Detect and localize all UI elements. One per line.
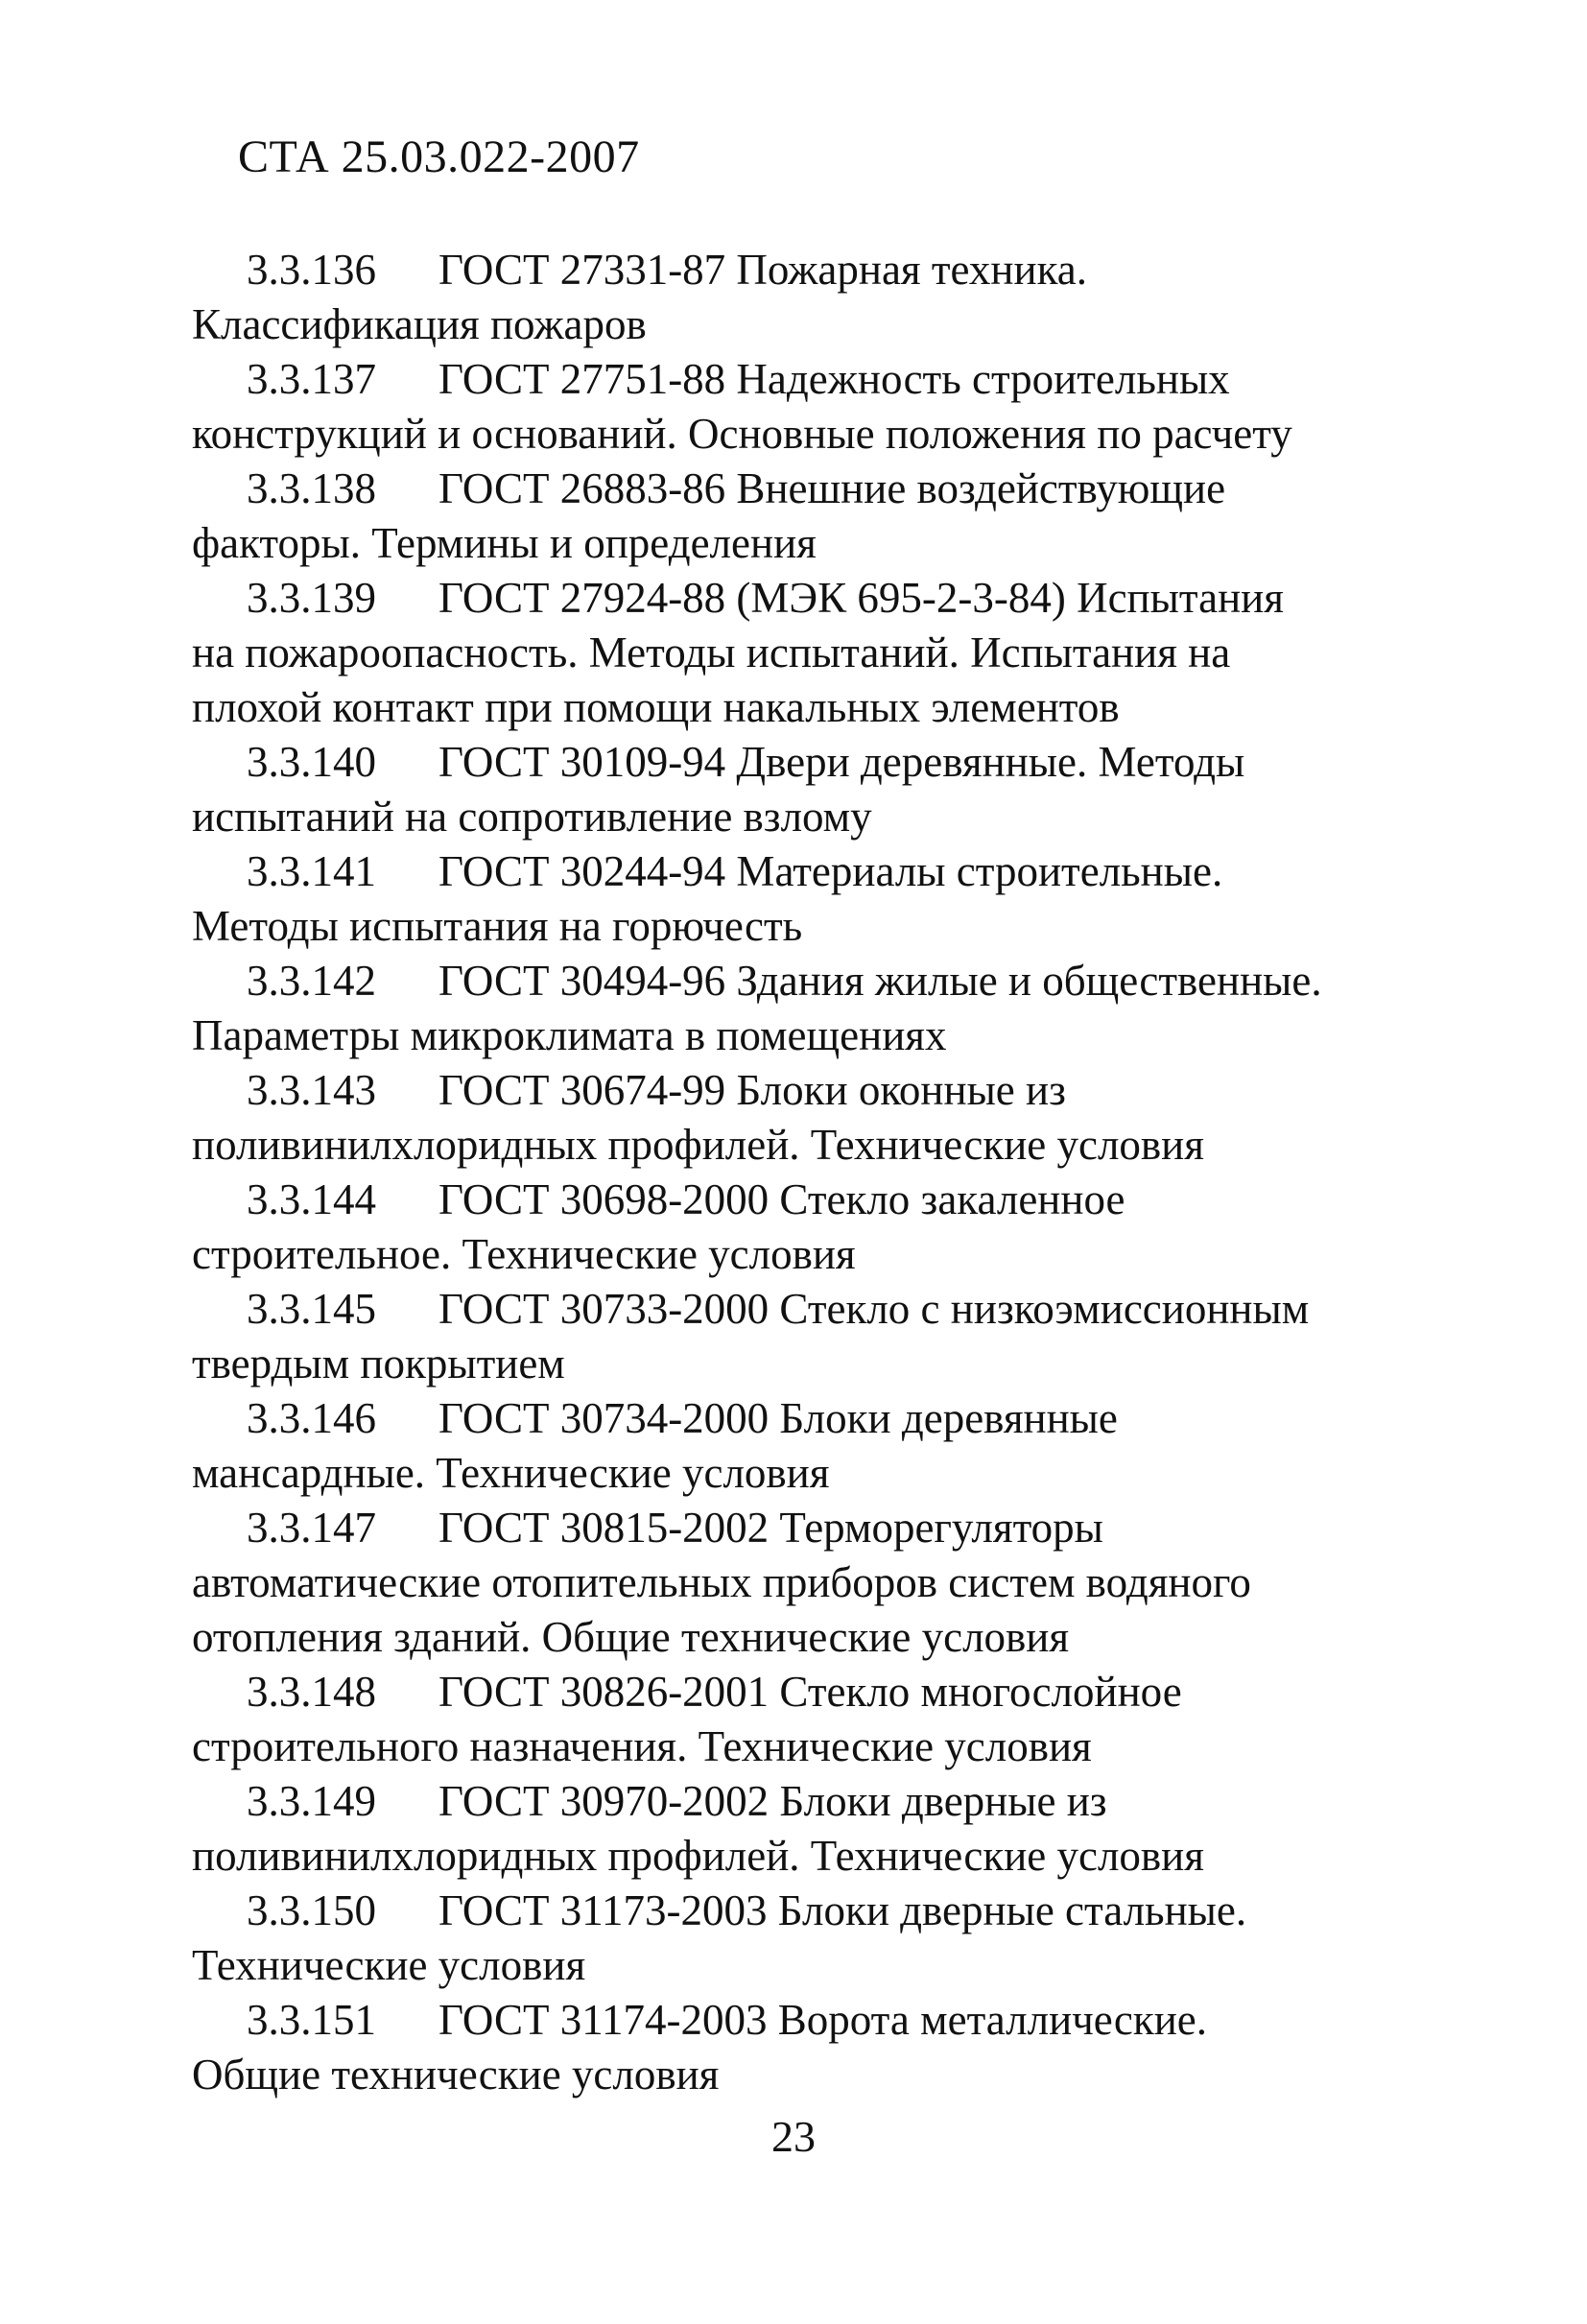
entry-text: ГОСТ 27331-87 Пожарная техника. — [438, 246, 1087, 294]
entry-first-line — [192, 1993, 1439, 2048]
entry-number: 3.3.136 — [247, 246, 376, 294]
entry-continuation-line — [192, 626, 1439, 680]
entry-text: ГОСТ 30674-99 Блоки оконные из — [438, 1066, 1066, 1114]
entry-text: ГОСТ 30815-2002 Терморегуляторы — [438, 1504, 1103, 1552]
entry-number: 3.3.143 — [247, 1066, 376, 1114]
entry-number: 3.3.149 — [247, 1777, 376, 1825]
entry-text: поливинилхлоридных профилей. Технические условия — [192, 1121, 1204, 1169]
entry-text: ГОСТ 27924-88 (МЭК 695-2-3-84) Испытания — [438, 574, 1284, 622]
entry-text: ГОСТ 30826-2001 Стекло многослойное — [438, 1668, 1182, 1716]
entry-text: ГОСТ 30734-2000 Блоки деревянные — [438, 1394, 1118, 1442]
reference-entry — [192, 735, 1439, 844]
entry-first-line — [192, 1884, 1439, 1938]
reference-entry — [192, 1501, 1439, 1665]
document-code-header: СТА 25.03.022-2007 — [238, 131, 640, 182]
entry-continuation-line — [192, 1337, 1439, 1391]
entry-number: 3.3.150 — [247, 1886, 376, 1934]
entry-first-line — [192, 844, 1439, 899]
entry-number: 3.3.140 — [247, 738, 376, 786]
reference-entry — [192, 844, 1439, 954]
entry-text: факторы. Термины и определения — [192, 519, 817, 567]
entry-number: 3.3.145 — [247, 1285, 376, 1333]
entry-text: Классификация пожаров — [192, 300, 647, 348]
entry-text: конструкций и оснований. Основные положения по расчету — [192, 410, 1292, 458]
entry-continuation-line — [192, 1555, 1439, 1610]
entry-text: ГОСТ 26883-86 Внешние воздействующие — [438, 464, 1226, 512]
entry-number: 3.3.138 — [247, 464, 376, 512]
entry-first-line — [192, 352, 1439, 407]
entry-text: ГОСТ 30109-94 Двери деревянные. Методы — [438, 738, 1245, 786]
entry-first-line — [192, 462, 1439, 516]
reference-entry — [192, 571, 1439, 735]
reference-entry — [192, 1884, 1439, 1993]
entry-continuation-line — [192, 2048, 1439, 2102]
entry-continuation-line — [192, 1719, 1439, 1774]
entry-continuation-line — [192, 680, 1439, 735]
reference-entry — [192, 352, 1439, 462]
entry-continuation-line — [192, 1118, 1439, 1173]
entry-number: 3.3.139 — [247, 574, 376, 622]
entry-text: ГОСТ 30494-96 Здания жилые и общественные. — [438, 957, 1322, 1005]
reference-entry — [192, 1665, 1439, 1774]
entry-number: 3.3.144 — [247, 1175, 376, 1223]
entry-first-line — [192, 1391, 1439, 1446]
entry-first-line — [192, 735, 1439, 790]
reference-entry — [192, 1993, 1439, 2102]
entry-text: Параметры микроклимата в помещениях — [192, 1011, 947, 1059]
entry-text: на пожароопасность. Методы испытаний. Испытания на — [192, 628, 1231, 676]
entry-number: 3.3.142 — [247, 957, 376, 1005]
entry-number: 3.3.141 — [247, 847, 376, 895]
entry-text: твердым покрытием — [192, 1340, 565, 1387]
entry-first-line — [192, 571, 1439, 626]
entry-text: поливинилхлоридных профилей. Технические условия — [192, 1832, 1204, 1880]
reference-entry — [192, 1774, 1439, 1884]
entry-continuation-line — [192, 1938, 1439, 1993]
entry-text: ГОСТ 30244-94 Материалы строительные. — [438, 847, 1223, 895]
entry-continuation-line — [192, 1829, 1439, 1884]
entry-text: ГОСТ 30733-2000 Стекло с низкоэмиссионным — [438, 1285, 1310, 1333]
entry-text: мансардные. Технические условия — [192, 1449, 830, 1497]
entry-continuation-line — [192, 516, 1439, 571]
entry-first-line — [192, 1501, 1439, 1555]
entry-text: испытаний на сопротивление взлому — [192, 793, 872, 841]
entry-number: 3.3.147 — [247, 1504, 376, 1552]
entry-text: ГОСТ 30698-2000 Стекло закаленное — [438, 1175, 1125, 1223]
entry-text: Методы испытания на горючесть — [192, 902, 803, 950]
entry-text: отопления зданий. Общие технические условия — [192, 1613, 1070, 1661]
entry-first-line — [192, 1774, 1439, 1829]
reference-entry — [192, 1173, 1439, 1282]
reference-entry — [192, 1282, 1439, 1391]
entry-text: строительное. Технические условия — [192, 1230, 856, 1278]
entry-number: 3.3.151 — [247, 1996, 376, 2044]
entry-continuation-line — [192, 407, 1439, 462]
entry-text: плохой контакт при помощи накальных элементов — [192, 683, 1120, 731]
standards-reference-list — [192, 243, 1439, 2102]
entry-continuation-line — [192, 1008, 1439, 1063]
entry-continuation-line — [192, 1610, 1439, 1665]
reference-entry — [192, 243, 1439, 352]
entry-continuation-line — [192, 899, 1439, 954]
entry-text: ГОСТ 27751-88 Надежность строительных — [438, 355, 1230, 403]
reference-entry — [192, 1391, 1439, 1501]
entry-first-line — [192, 243, 1439, 297]
entry-number: 3.3.148 — [247, 1668, 376, 1716]
entry-text: ГОСТ 31174-2003 Ворота металлические. — [438, 1996, 1208, 2044]
entry-text: ГОСТ 30970-2002 Блоки дверные из — [438, 1777, 1107, 1825]
entry-continuation-line — [192, 790, 1439, 844]
entry-continuation-line — [192, 297, 1439, 352]
reference-entry — [192, 462, 1439, 571]
reference-entry — [192, 1063, 1439, 1173]
entry-text: автоматические отопительных приборов систем водяного — [192, 1558, 1251, 1606]
entry-first-line — [192, 954, 1439, 1008]
reference-entry — [192, 954, 1439, 1063]
entry-continuation-line — [192, 1227, 1439, 1282]
entry-first-line — [192, 1063, 1439, 1118]
entry-text: Общие технические условия — [192, 2051, 720, 2099]
entry-number: 3.3.146 — [247, 1394, 376, 1442]
entry-text: строительного назначения. Технические условия — [192, 1722, 1092, 1770]
entry-number: 3.3.137 — [247, 355, 376, 403]
page-number: 23 — [771, 2112, 816, 2161]
entry-continuation-line — [192, 1446, 1439, 1501]
entry-text: ГОСТ 31173-2003 Блоки дверные стальные. — [438, 1886, 1247, 1934]
entry-text: Технические условия — [192, 1941, 586, 1989]
entry-first-line — [192, 1282, 1439, 1337]
entry-first-line — [192, 1173, 1439, 1227]
entry-first-line — [192, 1665, 1439, 1719]
